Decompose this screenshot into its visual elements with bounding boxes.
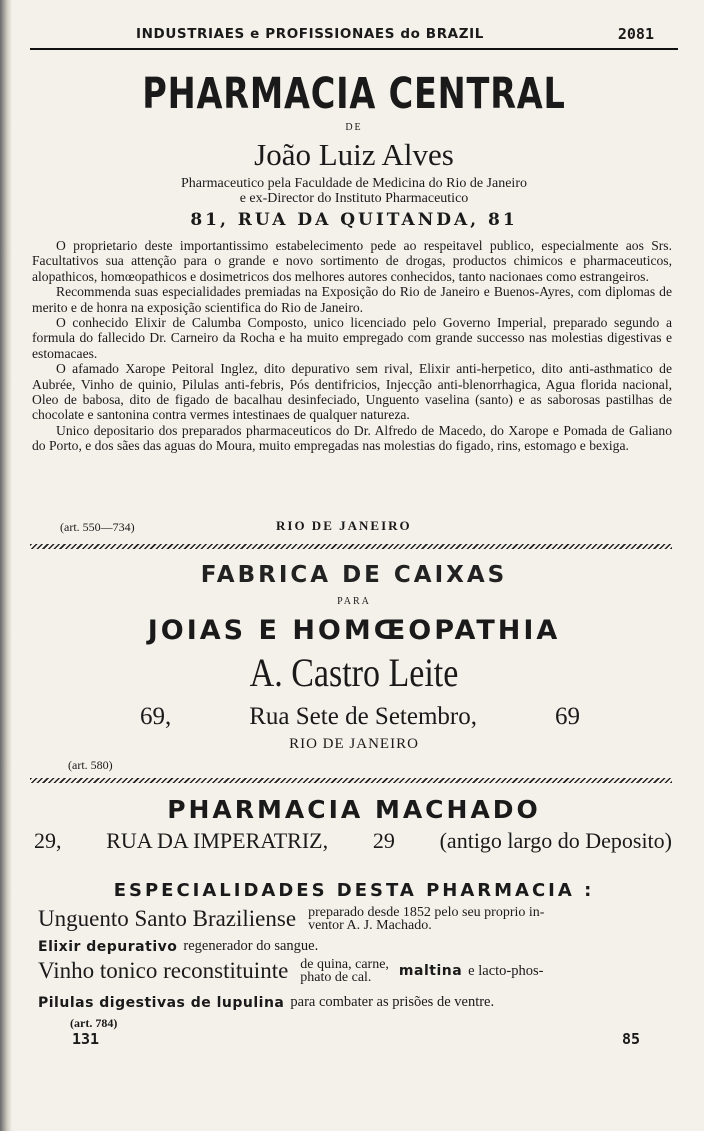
product-desc-line: de quina, carne, [300, 957, 389, 972]
ad2-number-left: 69, [140, 703, 172, 730]
product-desc: e lacto-phos- [468, 962, 544, 979]
ad3-product-2 [38, 938, 674, 955]
ad3-art-ref: (art. 784) [70, 1016, 118, 1030]
product-desc-line: phato de cal. [300, 970, 372, 985]
product-keyword: maltina [398, 963, 463, 979]
ad2-street: Rua Sete de Setembro, [249, 703, 477, 730]
book-binding-edge [0, 0, 12, 1131]
ad1-paragraph: Recommenda suas especialidades premiadas na Exposição do Rio de Janeiro e Buenos-Ayres, com diplomas de merito e de honra na exposição scientifica do Rio de Janeiro. [32, 284, 672, 315]
ad2-name: A. Castro Leite [249, 650, 459, 695]
ad2-joias: JOIAS E HOMŒOPATHIA [147, 615, 561, 646]
running-header [30, 24, 678, 50]
product-desc [308, 906, 544, 932]
ad3-title: PHARMACIA MACHADO [167, 795, 541, 824]
product-desc: regenerador do sangue. [183, 938, 319, 954]
ad1-credentials-2: e ex-Director do Instituto Pharmaceutico [239, 191, 469, 206]
product-desc [300, 958, 389, 984]
product-name: Pilulas digestivas de lupulina [38, 994, 285, 1011]
running-title: INDUSTRIAES e PROFISSIONAES do BRAZIL [136, 26, 484, 42]
ad3-especialidades: ESPECIALIDADES DESTA PHARMACIA : [113, 880, 595, 901]
ad3-address [34, 828, 672, 854]
ad1-name: João Luiz Alves [254, 137, 454, 172]
ad3-number-right: 29 [372, 828, 395, 853]
ad2-city: RIO DE JANEIRO [289, 736, 419, 752]
ad2-fabrica: FABRICA DE CAIXAS [200, 562, 508, 588]
ad3-product-3 [38, 958, 674, 984]
ad1-paragraph: O afamado Xarope Peitoral Inglez, dito depurativo sem rival, Elixir anti-herpetico, dito anti-asthmatico de Aubrée, Vinho de quinio, Pilulas anti-febris, Pós dentifricios, Injecção anti-blenorrhagica, Agua florida nacional, Oleo de babosa, dito de figado de bacalhau desinfeciado, Unguento vaselina (santo) e as saborosas pastilhas de chocolate e santonina contra vermes intestinaes de qualquer natureza. [32, 361, 672, 423]
ad3-product-4 [38, 994, 674, 1011]
ad1-paragraph: O conhecido Elixir de Calumba Composto, unico licenciado pelo Governo Imperial, preparado segundo a formula do fallecido Dr. Carneiro da Rocha e ha muito empregado com grande successo nas molestias digestivas e estomacaes. [32, 315, 672, 361]
footer-right-number: 85 [621, 1030, 640, 1048]
rule-separator [30, 778, 672, 783]
ad1-title: PHARMACIA CENTRAL [142, 69, 566, 119]
ad2-number-right: 69 [554, 703, 580, 730]
product-desc-line: preparado desde 1852 pelo seu proprio in- [308, 905, 545, 920]
ad1-paragraph: Unico depositario dos preparados pharmaceuticos do Dr. Alfredo de Macedo, do Xarope e Pomada de Galiano do Porto, e dos sães das aguas do Moura, muito empregadas nas molestias do figado, rins, estomago e bexiga. [32, 422, 672, 454]
ad1-de: DE [345, 122, 363, 133]
ad1-body [32, 238, 672, 454]
ad1-city: RIO DE JANEIRO [276, 518, 412, 533]
ad1-art-ref: (art. 550—734) [60, 520, 135, 534]
rule-separator [30, 544, 672, 549]
ad1-credentials-1: Pharmaceutico pela Faculdade de Medicina do Rio de Janeiro [181, 176, 527, 191]
ad3-number-left: 29, [34, 828, 62, 853]
page-number: 2081 [617, 25, 654, 43]
ad3-note: (antigo largo do Deposito) [439, 828, 672, 853]
ad1-address: 81, RUA DA QUITANDA, 81 [190, 210, 518, 230]
footer-left-number: 131 [72, 1030, 100, 1048]
product-name: Elixir depurativo [38, 938, 178, 955]
product-name: Unguento Santo Braziliense [38, 906, 297, 931]
ad2-address [140, 703, 580, 731]
ad3-street: RUA DA IMPERATRIZ, [106, 828, 329, 853]
ad2-para: PARA [337, 596, 371, 607]
product-desc: para combater as prisões de ventre. [290, 994, 495, 1010]
product-name: Vinho tonico reconstituinte [38, 958, 289, 983]
product-desc-line: ventor A. J. Machado. [308, 918, 432, 933]
ad1-paragraph: O proprietario deste importantissimo estabelecimento pede ao respeitavel publico, especialmente aos Srs. Facultativos sua attenção para o grande e novo sortimento de drogas, productos chimicos e pharmaceuticos, alopathicos, homœopathicos e dosimetricos dos melhores autores conhecidos, tanto nacionaes como estrangeiros. [32, 238, 672, 284]
ad3-product-1 [38, 906, 674, 932]
ad2-art-ref: (art. 580) [68, 758, 113, 772]
